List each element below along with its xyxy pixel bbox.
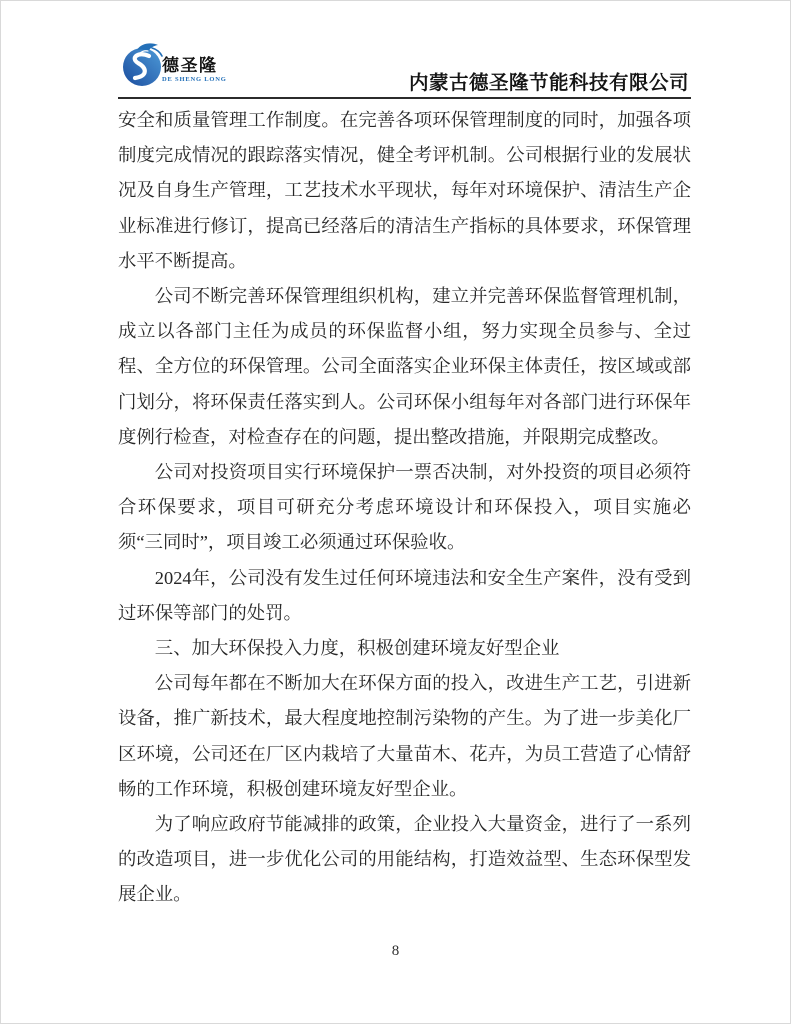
body-paragraph: 公司对投资项目实行环境保护一票否决制，对外投资的项目必须符合环保要求，项目可研充分考虑环境设计和环保投入，项目实施必须“三同时”，项目竣工必须通过环保验收。 xyxy=(118,462,691,553)
body-paragraph: 安全和质量管理工作制度。在完善各项环保管理制度的同时，加强各项制度完成情况的跟踪落实情况，健全考评机制。公司根据行业的发展状况及自身生产管理，工艺技术水平现状，每年对环境保护、清洁生产企业标准进行修订，提高已经落后的清洁生产指标的具体要求，环保管理水平不断提高。 xyxy=(118,110,691,271)
page-number: 8 xyxy=(391,943,400,959)
company-logo-text xyxy=(162,57,227,84)
document-body xyxy=(118,103,691,913)
logo-name-cn: 德圣隆 xyxy=(162,56,218,75)
company-name: 内蒙古德圣隆节能科技有限公司 xyxy=(408,73,689,94)
header-divider xyxy=(118,97,691,99)
body-paragraph: 2024年，公司没有发生过任何环境违法和安全生产案件，没有受到过环保等部门的处罚。 xyxy=(118,567,691,623)
section-heading: 三、加大环保投入力度，积极创建环境友好型企业 xyxy=(154,638,560,659)
page-footer xyxy=(1,942,790,960)
company-logo-icon xyxy=(119,41,165,87)
body-paragraph: 公司不断完善环保管理组织机构，建立并完善环保监督管理机制，成立以各部门主任为成员的环保监督小组，努力实现全员参与、全过程、全方位的环保管理。公司全面落实企业环保主体责任，按区域或部门划分，将环保责任落实到人。公司环保小组每年对各部门进行环保年度例行检查，对检查存在的问题，提出整改措施，并限期完成整改。 xyxy=(118,286,691,447)
body-paragraph: 为了响应政府节能减排的政策，企业投入大量资金，进行了一系列的改造项目，进一步优化公司的用能结构，打造效益型、生态环保型发展企业。 xyxy=(118,814,691,905)
logo-name-en: DE SHENG LONG xyxy=(162,76,227,83)
body-paragraph: 公司每年都在不断加大在环保方面的投入，改进生产工艺，引进新设备，推广新技术，最大程度地控制污染物的产生。为了进一步美化厂区环境，公司还在厂区内栽培了大量苗木、花卉，为员工营造了心情舒畅的工作环境，积极创建环境友好型企业。 xyxy=(118,673,691,799)
